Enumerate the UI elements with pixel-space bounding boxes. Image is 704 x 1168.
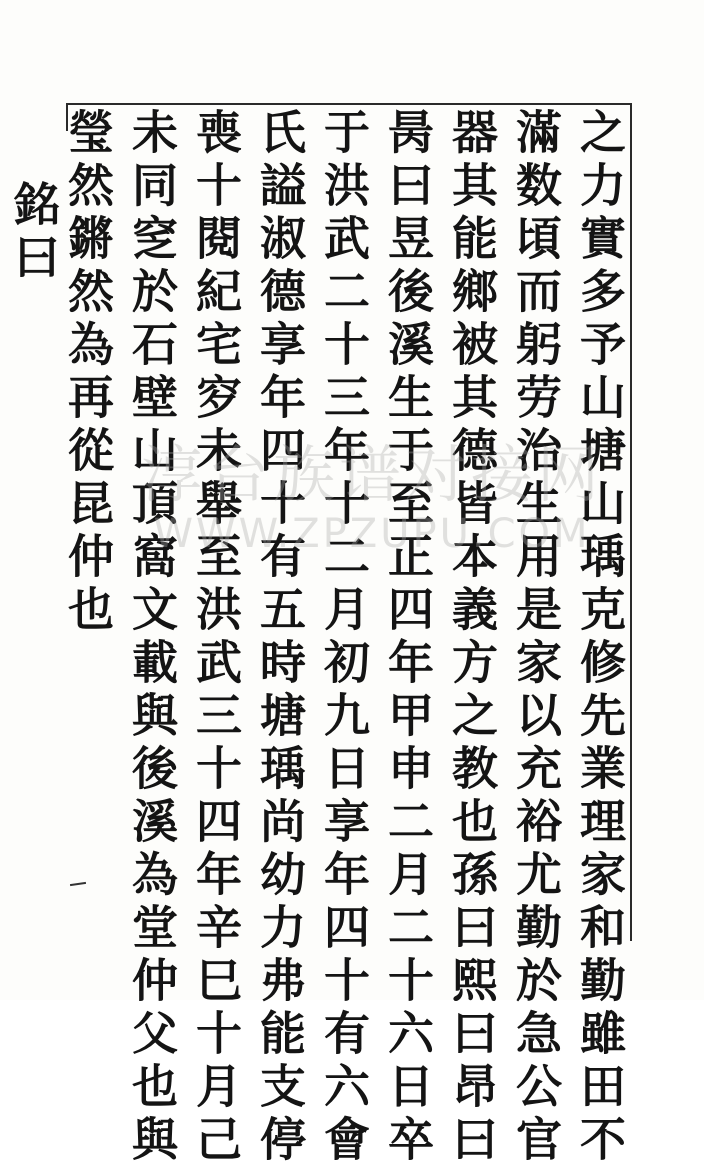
text-column-8: 未同窆於石壁山頂窩文載與後溪為堂仲父也與 bbox=[125, 108, 179, 1168]
text-column-4: 昺曰昱後溪生于至正四年甲申二月二十六日卒 bbox=[381, 108, 435, 1168]
text-column-2: 滿数頃而躬劳治生用是家以充裕尤勤於急公官 bbox=[509, 108, 563, 1168]
watermark-chinese: 淳台族谱对接网 bbox=[140, 438, 603, 511]
text-column-10: 銘曰 bbox=[7, 180, 61, 286]
text-column-7: 喪十閱紀宅穸未舉至洪武三十四年辛巳十月己 bbox=[189, 108, 243, 1168]
text-column-9: 瑩然鏘然為再從昆仲也 bbox=[61, 108, 115, 638]
text-column-5: 于洪武二十三年十二月初九日享年四十有六會 bbox=[317, 108, 371, 1168]
watermark-english: WWW.ZPZUPU.COM bbox=[153, 511, 591, 557]
text-column-3: 器其能鄉被其德皆本義方之教也孫曰熙曰昂曰 bbox=[445, 108, 499, 1168]
text-column-6: 氏謚淑德享年四十有五時塘瑀尚幼力弗能支停 bbox=[253, 108, 307, 1168]
watermark bbox=[92, 440, 652, 558]
text-column-1: 之力實多予山塘山瑀克修先業理家和勤雖田不 bbox=[573, 108, 627, 1168]
border-top-line bbox=[66, 103, 631, 105]
margin-mark bbox=[70, 882, 86, 886]
